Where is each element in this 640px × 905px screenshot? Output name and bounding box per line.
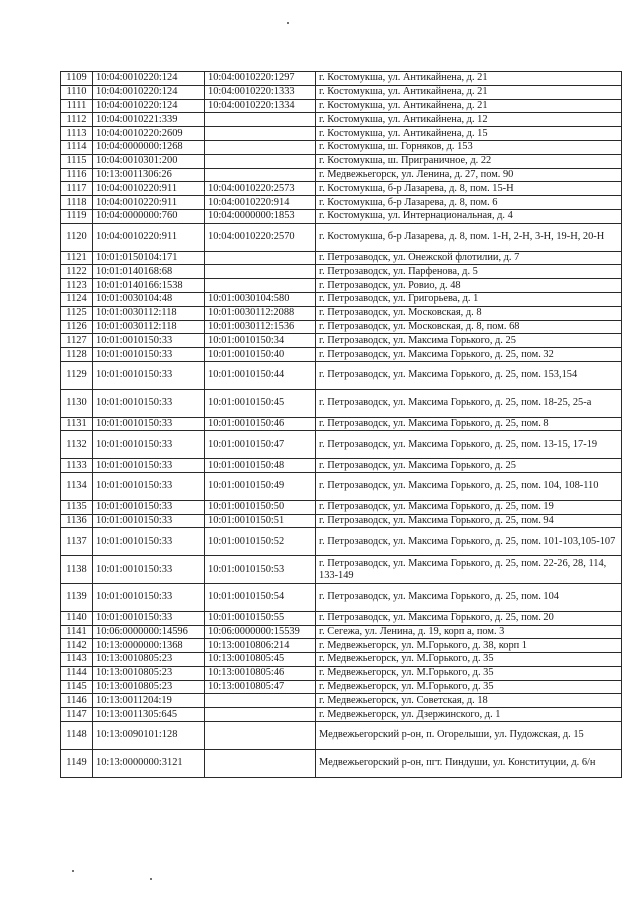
premises-cadastral-number-cell: 10:04:0000000:1853: [205, 209, 316, 223]
table-row: [61, 361, 622, 389]
cadastral-number-cell: 10:04:0000000:760: [93, 209, 205, 223]
premises-cadastral-number-cell: 10:04:0010220:914: [205, 196, 316, 210]
premises-cadastral-number-cell: 10:01:0010150:55: [205, 611, 316, 625]
cadastral-number-cell: 10:04:0010220:911: [93, 182, 205, 196]
address-cell: г. Петрозаводск, ул. Максима Горького, д. 25, пом. 22-26, 28, 114, 133-149: [316, 556, 622, 584]
row-number-cell: 1128: [61, 348, 93, 362]
premises-cadastral-number-cell: 10:04:0010220:1334: [205, 99, 316, 113]
row-number-cell: 1138: [61, 556, 93, 584]
row-number-cell: 1109: [61, 72, 93, 86]
table-row: [61, 431, 622, 459]
cadastral-number-cell: 10:01:0010150:33: [93, 348, 205, 362]
address-cell: г. Костомукша, ул. Антикайнена, д. 15: [316, 127, 622, 141]
table-row: [61, 265, 622, 279]
address-cell: г. Костомукша, б-р Лазарева, д. 8, пом. 6: [316, 196, 622, 210]
premises-cadastral-number-cell: 10:01:0010150:44: [205, 361, 316, 389]
row-number-cell: 1124: [61, 292, 93, 306]
cadastral-number-cell: 10:01:0010150:33: [93, 361, 205, 389]
row-number-cell: 1133: [61, 459, 93, 473]
premises-cadastral-number-cell: 10:13:0010806:214: [205, 639, 316, 653]
address-cell: г. Медвежьегорск, ул. М.Горького, д. 35: [316, 653, 622, 667]
scan-speck: [287, 22, 289, 24]
row-number-cell: 1145: [61, 680, 93, 694]
table-row: [61, 611, 622, 625]
address-cell: г. Костомукша, ш. Приграничное, д. 22: [316, 154, 622, 168]
row-number-cell: 1147: [61, 708, 93, 722]
table-row: [61, 334, 622, 348]
premises-cadastral-number-cell: 10:01:0010150:52: [205, 528, 316, 556]
cadastral-number-cell: 10:13:0090101:128: [93, 722, 205, 750]
table-row: [61, 348, 622, 362]
cadastral-number-cell: 10:04:0010220:124: [93, 72, 205, 86]
cadastral-number-cell: 10:13:0010805:23: [93, 653, 205, 667]
table-row: [61, 694, 622, 708]
address-cell: Медвежьегорский р-он, пгт. Пиндуши, ул. Конституции, д. 6/н: [316, 749, 622, 777]
row-number-cell: 1143: [61, 653, 93, 667]
address-cell: г. Медвежьегорск, ул. М.Горького, д. 38, корп 1: [316, 639, 622, 653]
address-cell: г. Петрозаводск, ул. Максима Горького, д. 25, пом. 101-103,105-107: [316, 528, 622, 556]
cadastral-number-cell: 10:01:0030112:118: [93, 306, 205, 320]
address-cell: г. Петрозаводск, ул. Максима Горького, д. 25, пом. 32: [316, 348, 622, 362]
premises-cadastral-number-cell: 10:06:0000000:15539: [205, 625, 316, 639]
address-cell: г. Петрозаводск, ул. Григорьева, д. 1: [316, 292, 622, 306]
row-number-cell: 1127: [61, 334, 93, 348]
address-cell: г. Петрозаводск, ул. Московская, д. 8: [316, 306, 622, 320]
cadastral-number-cell: 10:01:0030104:48: [93, 292, 205, 306]
row-number-cell: 1125: [61, 306, 93, 320]
table-row: [61, 528, 622, 556]
premises-cadastral-number-cell: 10:01:0010150:54: [205, 583, 316, 611]
row-number-cell: 1120: [61, 223, 93, 251]
address-cell: г. Петрозаводск, ул. Максима Горького, д. 25, пом. 104, 108-110: [316, 472, 622, 500]
premises-cadastral-number-cell: 10:01:0030112:2088: [205, 306, 316, 320]
premises-cadastral-number-cell: [205, 279, 316, 293]
address-cell: г. Медвежьегорск, ул. Дзержинского, д. 1: [316, 708, 622, 722]
address-cell: г. Петрозаводск, ул. Парфенова, д. 5: [316, 265, 622, 279]
row-number-cell: 1134: [61, 472, 93, 500]
cadastral-number-cell: 10:04:0010220:911: [93, 223, 205, 251]
premises-cadastral-number-cell: [205, 722, 316, 750]
table-row: [61, 653, 622, 667]
cadastral-number-cell: 10:01:0150104:171: [93, 251, 205, 265]
row-number-cell: 1119: [61, 209, 93, 223]
row-number-cell: 1142: [61, 639, 93, 653]
cadastral-number-cell: 10:01:0030112:118: [93, 320, 205, 334]
table-row: [61, 625, 622, 639]
row-number-cell: 1126: [61, 320, 93, 334]
table-row: [61, 680, 622, 694]
address-cell: г. Петрозаводск, ул. Максима Горького, д. 25, пом. 20: [316, 611, 622, 625]
row-number-cell: 1149: [61, 749, 93, 777]
address-cell: г. Костомукша, ул. Антикайнена, д. 12: [316, 113, 622, 127]
row-number-cell: 1113: [61, 127, 93, 141]
cadastral-number-cell: 10:04:0010220:124: [93, 99, 205, 113]
premises-cadastral-number-cell: 10:01:0010150:49: [205, 472, 316, 500]
row-number-cell: 1144: [61, 666, 93, 680]
table-row: [61, 127, 622, 141]
cadastral-number-cell: 10:01:0140166:1538: [93, 279, 205, 293]
cadastral-number-cell: 10:04:0010220:911: [93, 196, 205, 210]
address-cell: г. Костомукша, ул. Интернациональная, д. 4: [316, 209, 622, 223]
premises-cadastral-number-cell: [205, 749, 316, 777]
premises-cadastral-number-cell: 10:13:0010805:45: [205, 653, 316, 667]
premises-cadastral-number-cell: [205, 265, 316, 279]
row-number-cell: 1148: [61, 722, 93, 750]
table-row: [61, 182, 622, 196]
premises-cadastral-number-cell: 10:13:0010805:46: [205, 666, 316, 680]
row-number-cell: 1123: [61, 279, 93, 293]
address-cell: г. Медвежьегорск, ул. М.Горького, д. 35: [316, 680, 622, 694]
row-number-cell: 1130: [61, 389, 93, 417]
table-row: [61, 389, 622, 417]
cadastral-number-cell: 10:04:0010220:124: [93, 85, 205, 99]
premises-cadastral-number-cell: 10:01:0030112:1536: [205, 320, 316, 334]
premises-cadastral-number-cell: [205, 708, 316, 722]
address-cell: г. Костомукша, б-р Лазарева, д. 8, пом. 15-Н: [316, 182, 622, 196]
cadastral-number-cell: 10:01:0010150:33: [93, 459, 205, 473]
row-number-cell: 1139: [61, 583, 93, 611]
cadastral-number-cell: 10:13:0011204:19: [93, 694, 205, 708]
row-number-cell: 1116: [61, 168, 93, 182]
premises-cadastral-number-cell: 10:04:0010220:2573: [205, 182, 316, 196]
registry-body: [61, 72, 622, 778]
address-cell: г. Петрозаводск, ул. Максима Горького, д. 25, пом. 19: [316, 500, 622, 514]
premises-cadastral-number-cell: 10:01:0010150:53: [205, 556, 316, 584]
row-number-cell: 1122: [61, 265, 93, 279]
cadastral-number-cell: 10:04:0010220:2609: [93, 127, 205, 141]
address-cell: г. Медвежьегорск, ул. Ленина, д. 27, пом. 90: [316, 168, 622, 182]
premises-cadastral-number-cell: 10:01:0010150:50: [205, 500, 316, 514]
table-row: [61, 514, 622, 528]
premises-cadastral-number-cell: 10:04:0010220:1297: [205, 72, 316, 86]
address-cell: г. Медвежьегорск, ул. Советская, д. 18: [316, 694, 622, 708]
row-number-cell: 1118: [61, 196, 93, 210]
row-number-cell: 1137: [61, 528, 93, 556]
cadastral-number-cell: 10:01:0010150:33: [93, 334, 205, 348]
premises-cadastral-number-cell: [205, 694, 316, 708]
registry-table: [60, 71, 622, 778]
cadastral-number-cell: 10:01:0010150:33: [93, 611, 205, 625]
table-row: [61, 708, 622, 722]
table-row: [61, 500, 622, 514]
premises-cadastral-number-cell: [205, 251, 316, 265]
table-row: [61, 306, 622, 320]
cadastral-number-cell: 10:01:0010150:33: [93, 500, 205, 514]
address-cell: г. Петрозаводск, ул. Максима Горького, д. 25, пом. 18-25, 25-а: [316, 389, 622, 417]
address-cell: г. Костомукша, ул. Антикайнена, д. 21: [316, 99, 622, 113]
table-row: [61, 666, 622, 680]
premises-cadastral-number-cell: 10:01:0010150:34: [205, 334, 316, 348]
cadastral-number-cell: 10:01:0010150:33: [93, 514, 205, 528]
premises-cadastral-number-cell: [205, 113, 316, 127]
table-row: [61, 722, 622, 750]
table-row: [61, 639, 622, 653]
cadastral-number-cell: 10:04:0000000:1268: [93, 140, 205, 154]
cadastral-number-cell: 10:01:0140168:68: [93, 265, 205, 279]
premises-cadastral-number-cell: [205, 168, 316, 182]
address-cell: г. Петрозаводск, ул. Максима Горького, д. 25: [316, 459, 622, 473]
cadastral-number-cell: 10:13:0000000:3121: [93, 749, 205, 777]
row-number-cell: 1121: [61, 251, 93, 265]
row-number-cell: 1112: [61, 113, 93, 127]
table-row: [61, 279, 622, 293]
cadastral-number-cell: 10:01:0010150:33: [93, 417, 205, 431]
address-cell: г. Костомукша, ш. Горняков, д. 153: [316, 140, 622, 154]
table-row: [61, 251, 622, 265]
table-row: [61, 196, 622, 210]
cadastral-number-cell: 10:01:0010150:33: [93, 583, 205, 611]
table-row: [61, 320, 622, 334]
premises-cadastral-number-cell: [205, 140, 316, 154]
table-row: [61, 140, 622, 154]
address-cell: г. Петрозаводск, ул. Онежской флотилии, д. 7: [316, 251, 622, 265]
row-number-cell: 1140: [61, 611, 93, 625]
table-row: [61, 168, 622, 182]
premises-cadastral-number-cell: 10:01:0010150:40: [205, 348, 316, 362]
cadastral-number-cell: 10:01:0010150:33: [93, 389, 205, 417]
cadastral-number-cell: 10:01:0010150:33: [93, 431, 205, 459]
table-row: [61, 113, 622, 127]
table-row: [61, 209, 622, 223]
cadastral-number-cell: 10:06:0000000:14596: [93, 625, 205, 639]
table-row: [61, 99, 622, 113]
row-number-cell: 1110: [61, 85, 93, 99]
cadastral-number-cell: 10:01:0010150:33: [93, 556, 205, 584]
row-number-cell: 1114: [61, 140, 93, 154]
table-row: [61, 583, 622, 611]
row-number-cell: 1136: [61, 514, 93, 528]
premises-cadastral-number-cell: 10:01:0010150:46: [205, 417, 316, 431]
premises-cadastral-number-cell: 10:01:0030104:580: [205, 292, 316, 306]
address-cell: г. Петрозаводск, ул. Максима Горького, д. 25, пом. 13-15, 17-19: [316, 431, 622, 459]
table-row: [61, 417, 622, 431]
address-cell: г. Костомукша, ул. Антикайнена, д. 21: [316, 85, 622, 99]
cadastral-number-cell: 10:04:0010221:339: [93, 113, 205, 127]
row-number-cell: 1129: [61, 361, 93, 389]
cadastral-number-cell: 10:13:0010805:23: [93, 666, 205, 680]
row-number-cell: 1111: [61, 99, 93, 113]
row-number-cell: 1135: [61, 500, 93, 514]
premises-cadastral-number-cell: 10:01:0010150:51: [205, 514, 316, 528]
row-number-cell: 1115: [61, 154, 93, 168]
cadastral-number-cell: 10:04:0010301:200: [93, 154, 205, 168]
premises-cadastral-number-cell: 10:01:0010150:47: [205, 431, 316, 459]
premises-cadastral-number-cell: 10:01:0010150:45: [205, 389, 316, 417]
table-row: [61, 72, 622, 86]
address-cell: г. Петрозаводск, ул. Ровио, д. 48: [316, 279, 622, 293]
row-number-cell: 1146: [61, 694, 93, 708]
table-row: [61, 472, 622, 500]
address-cell: г. Петрозаводск, ул. Максима Горького, д. 25, пом. 153,154: [316, 361, 622, 389]
scan-speck: [150, 878, 152, 880]
address-cell: г. Петрозаводск, ул. Максима Горького, д. 25, пом. 104: [316, 583, 622, 611]
row-number-cell: 1131: [61, 417, 93, 431]
cadastral-number-cell: 10:13:0010805:23: [93, 680, 205, 694]
address-cell: г. Петрозаводск, ул. Максима Горького, д. 25: [316, 334, 622, 348]
premises-cadastral-number-cell: 10:04:0010220:1333: [205, 85, 316, 99]
cadastral-number-cell: 10:01:0010150:33: [93, 472, 205, 500]
cadastral-number-cell: 10:13:0000000:1368: [93, 639, 205, 653]
table-row: [61, 556, 622, 584]
address-cell: г. Сегежа, ул. Ленина, д. 19, корп а, пом. 3: [316, 625, 622, 639]
cadastral-number-cell: 10:13:0011306:26: [93, 168, 205, 182]
row-number-cell: 1117: [61, 182, 93, 196]
premises-cadastral-number-cell: 10:01:0010150:48: [205, 459, 316, 473]
table-row: [61, 749, 622, 777]
address-cell: г. Костомукша, б-р Лазарева, д. 8, пом. 1-Н, 2-Н, 3-Н, 19-Н, 20-Н: [316, 223, 622, 251]
cadastral-number-cell: 10:13:0011305:645: [93, 708, 205, 722]
address-cell: г. Петрозаводск, ул. Московская, д. 8, пом. 68: [316, 320, 622, 334]
address-cell: Медвежьегорский р-он, п. Огорелыши, ул. Пудожская, д. 15: [316, 722, 622, 750]
table-row: [61, 292, 622, 306]
row-number-cell: 1132: [61, 431, 93, 459]
scan-speck: [72, 870, 74, 872]
table-row: [61, 154, 622, 168]
address-cell: г. Петрозаводск, ул. Максима Горького, д. 25, пом. 8: [316, 417, 622, 431]
cadastral-number-cell: 10:01:0010150:33: [93, 528, 205, 556]
premises-cadastral-number-cell: [205, 154, 316, 168]
row-number-cell: 1141: [61, 625, 93, 639]
table-row: [61, 85, 622, 99]
address-cell: г. Медвежьегорск, ул. М.Горького, д. 35: [316, 666, 622, 680]
address-cell: г. Костомукша, ул. Антикайнена, д. 21: [316, 72, 622, 86]
premises-cadastral-number-cell: 10:04:0010220:2570: [205, 223, 316, 251]
address-cell: г. Петрозаводск, ул. Максима Горького, д. 25, пом. 94: [316, 514, 622, 528]
premises-cadastral-number-cell: 10:13:0010805:47: [205, 680, 316, 694]
premises-cadastral-number-cell: [205, 127, 316, 141]
table-row: [61, 459, 622, 473]
table-row: [61, 223, 622, 251]
